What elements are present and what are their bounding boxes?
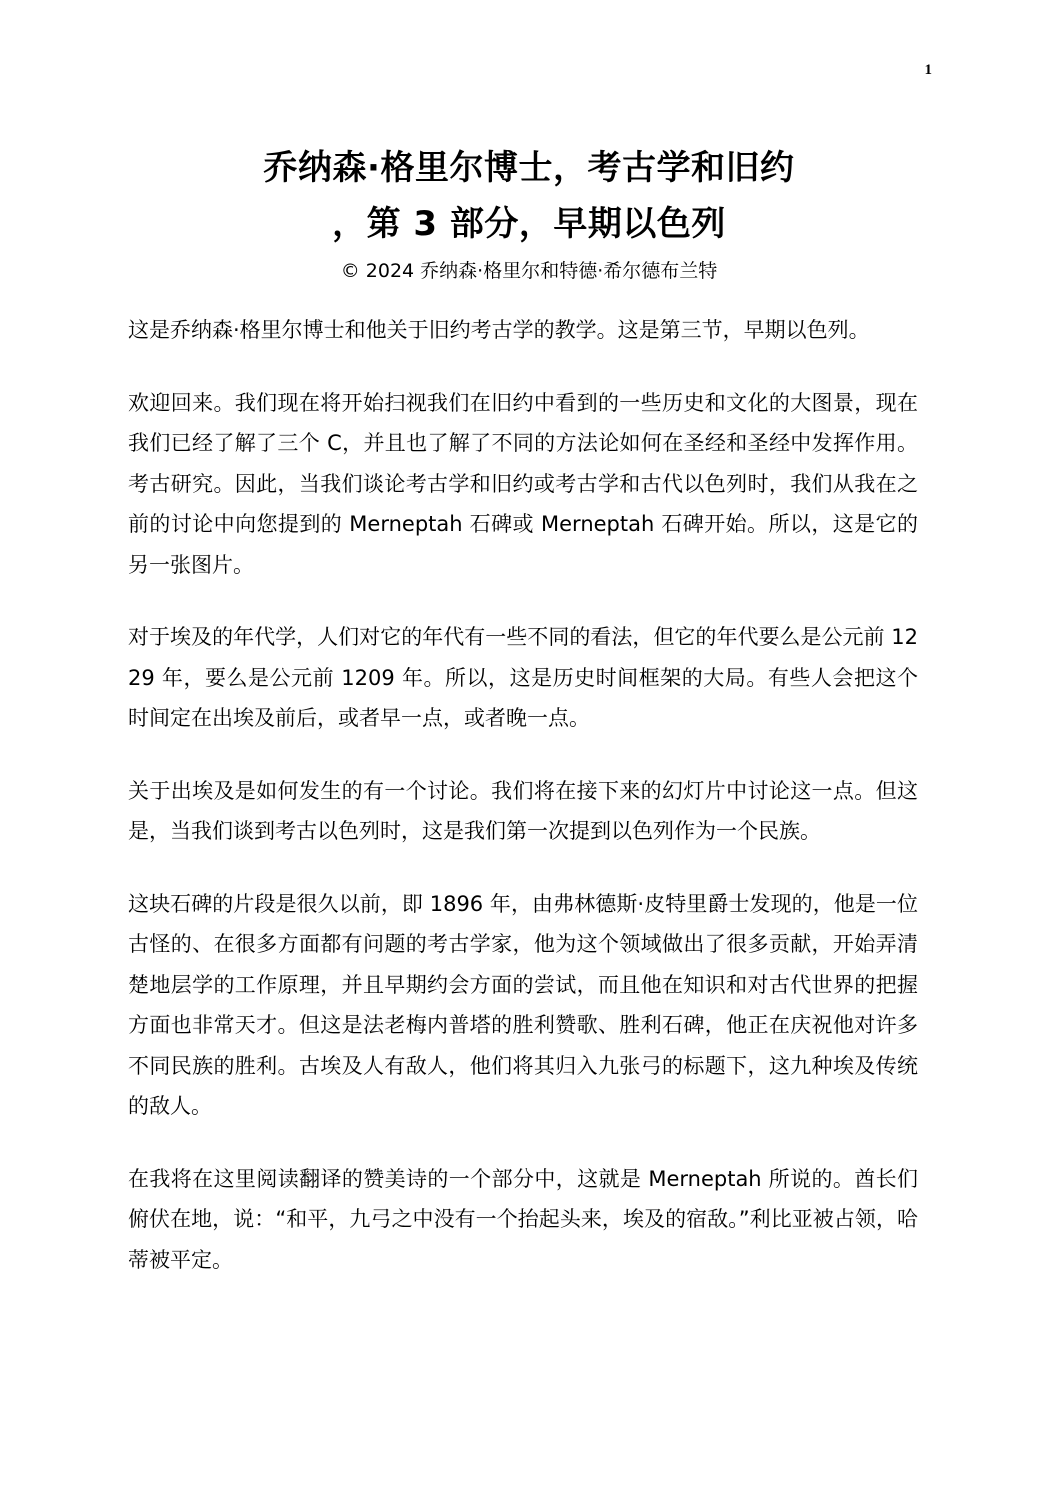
paragraph: 在我将在这里阅读翻译的赞美诗的一个部分中，这就是 Merneptah 所说的。酋长们俯伏在地，说：“和平，九弓之中没有一个抬起头来，埃及的宿敌。”利比亚被占领，哈蒂被平定。 (128, 1166, 918, 1272)
document-title-line-1: 乔纳森·格里尔博士，考古学和旧约 (263, 148, 795, 188)
paragraph: 这是乔纳森·格里尔博士和他关于旧约考古学的教学。这是第三节，早期以色列。 (128, 318, 870, 342)
copyright-notice: © 2024 乔纳森·格里尔和特德·希尔德布兰特 (340, 260, 718, 282)
document-body (128, 310, 918, 1312)
document-title-line-2: ，第 3 部分，早期以色列 (332, 204, 726, 244)
page-number: 1 (924, 62, 932, 78)
paragraph: 这块石碑的片段是很久以前，即 1896 年，由弗林德斯·皮特里爵士发现的，他是一位古怪的、在很多方面都有问题的考古学家，他为这个领域做出了很多贡献，开始弄清楚地层学的工作原理，并且早期约会方面的尝试，而且他在知识和对古代世界的把握方面也非常天才。但这是法老梅内普塔的胜利赞歌、胜利石碑，他正在庆祝他对许多不同民族的胜利。古埃及人有敌人，他们将其归入九张弓的标题下，这九种埃及传统的敌人。 (128, 891, 918, 1118)
paragraph: 关于出埃及是如何发生的有一个讨论。我们将在接下来的幻灯片中讨论这一点。但这是，当我们谈到考古以色列时，这是我们第一次提到以色列作为一个民族。 (128, 778, 918, 843)
paragraph: 欢迎回来。我们现在将开始扫视我们在旧约中看到的一些历史和文化的大图景，现在我们已经了解了三个 C，并且也了解了不同的方法论如何在圣经和圣经中发挥作用。考古研究。因此，当我们谈论考古学和旧约或考古学和古代以色列时，我们从我在之前的讨论中向您提到的 Merneptah 石碑或 Merneptah 石碑开始。所以，这是它的另一张图片。 (128, 390, 918, 577)
paragraph: 对于埃及的年代学，人们对它的年代有一些不同的看法，但它的年代要么是公元前 1229 年，要么是公元前 1209 年。所以，这是历史时间框架的大局。有些人会把这个时间定在出埃及前后，或者早一点，或者晚一点。 (128, 625, 918, 730)
title-block (0, 140, 1058, 288)
